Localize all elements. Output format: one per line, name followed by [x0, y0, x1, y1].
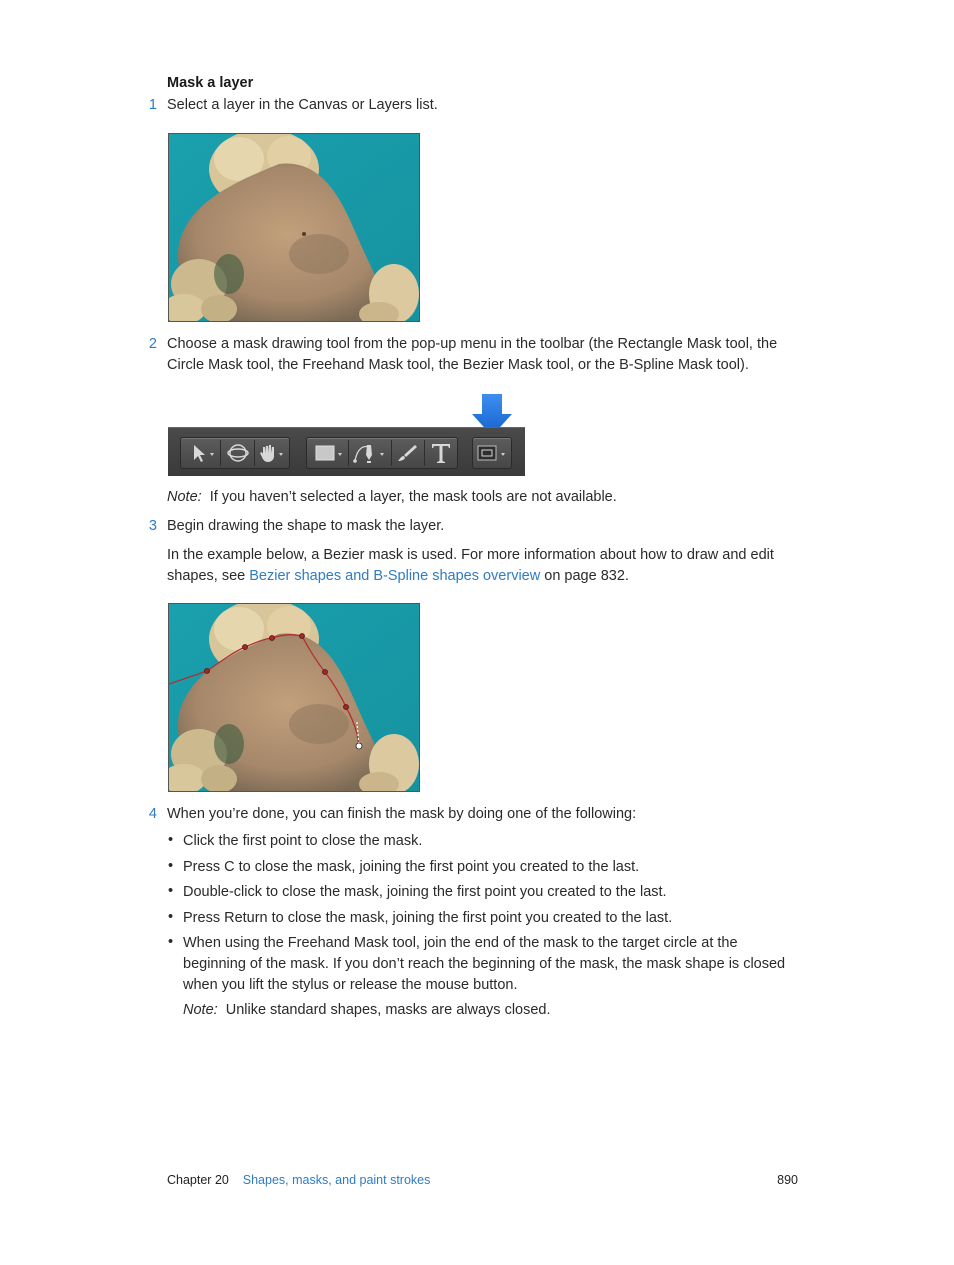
example-text-end: on page 832. [544, 568, 629, 584]
text-tool-button[interactable] [425, 438, 457, 468]
note-text: If you haven’t selected a layer, the mask tools are not available. [209, 489, 617, 505]
bezier-tool-button[interactable] [350, 438, 390, 468]
chapter-number: Chapter 20 [167, 1173, 229, 1187]
note [183, 1000, 798, 1021]
overview-link[interactable]: Bezier shapes and B-Spline shapes overview [249, 568, 541, 584]
example-text: In the example below, a Bezier mask is used. For more information about how to draw and edit shapes, see [167, 547, 774, 584]
toolbar [168, 427, 525, 476]
pan-tool-button[interactable] [256, 438, 288, 468]
text-t-icon [428, 440, 454, 466]
chapter-title-link[interactable]: Shapes, masks, and paint strokes [242, 1173, 431, 1187]
example-paragraph [167, 545, 797, 587]
step-text: Choose a mask drawing tool from the pop-up menu in the toolbar (the Rectangle Mask tool, the Circle Mask tool, the Freehand Mask tool, the Bezier Mask tool, or the B-Spline Mask tool). [167, 336, 778, 373]
step-text: When you’re done, you can finish the mask by doing one of the following: [167, 806, 637, 822]
select-transform-tool-button[interactable] [183, 438, 219, 468]
rectangle-icon [311, 442, 345, 464]
bullet-dot: • [168, 883, 174, 899]
tool-group-mask [472, 437, 512, 469]
brush-icon [395, 442, 421, 464]
list-item: Press C to close the mask, joining the first point you created to the last. [183, 859, 640, 875]
pen-bezier-icon [351, 441, 389, 465]
bullet-dot: • [168, 934, 174, 950]
rectangle-shape-tool-button[interactable] [309, 438, 347, 468]
list-item: When using the Freehand Mask tool, join the end of the mask to the target circle at the beginning of the mask. If you don’t reach the beginning of the mask, the mask shape is closed when you lift the stylus or release the mouse button. [183, 935, 786, 993]
step-text: Begin drawing the shape to mask the layer. [167, 518, 445, 534]
3d-transform-tool-button[interactable] [223, 438, 253, 468]
footer-chapter [167, 1173, 430, 1187]
orbit-icon [226, 442, 250, 464]
step-number: 4 [148, 806, 157, 822]
paint-stroke-tool-button[interactable] [393, 438, 423, 468]
bullet-dot: • [168, 858, 174, 874]
list-item: Double-click to close the mask, joining the first point you created to the last. [183, 884, 667, 900]
list-item: Press Return to close the mask, joining the first point you created to the last. [183, 910, 673, 926]
step-number: 2 [148, 336, 157, 352]
section-heading: Mask a layer [167, 75, 254, 91]
bullet-dot: • [168, 909, 174, 925]
bullet-dot: • [168, 832, 174, 848]
tool-group-transform [180, 437, 290, 469]
note-label: Note: [183, 1002, 218, 1018]
mask-tool-button[interactable] [473, 438, 511, 468]
list-item: Click the first point to close the mask. [183, 833, 423, 849]
step-number: 3 [148, 518, 157, 534]
arrow-pointer-icon [186, 442, 216, 464]
note-text: Unlike standard shapes, masks are always closed. [225, 1002, 551, 1018]
mask-rectangle-icon [475, 442, 509, 464]
note [167, 487, 797, 508]
tool-group-shapes [306, 437, 458, 469]
note-label: Note: [167, 489, 202, 505]
frogfish-bezier-mask-photo [168, 603, 420, 792]
page-number: 890 [777, 1173, 798, 1187]
hand-icon [257, 442, 287, 464]
frogfish-photo [168, 133, 420, 322]
step-number: 1 [148, 97, 157, 113]
step-text: Select a layer in the Canvas or Layers list. [167, 97, 438, 113]
